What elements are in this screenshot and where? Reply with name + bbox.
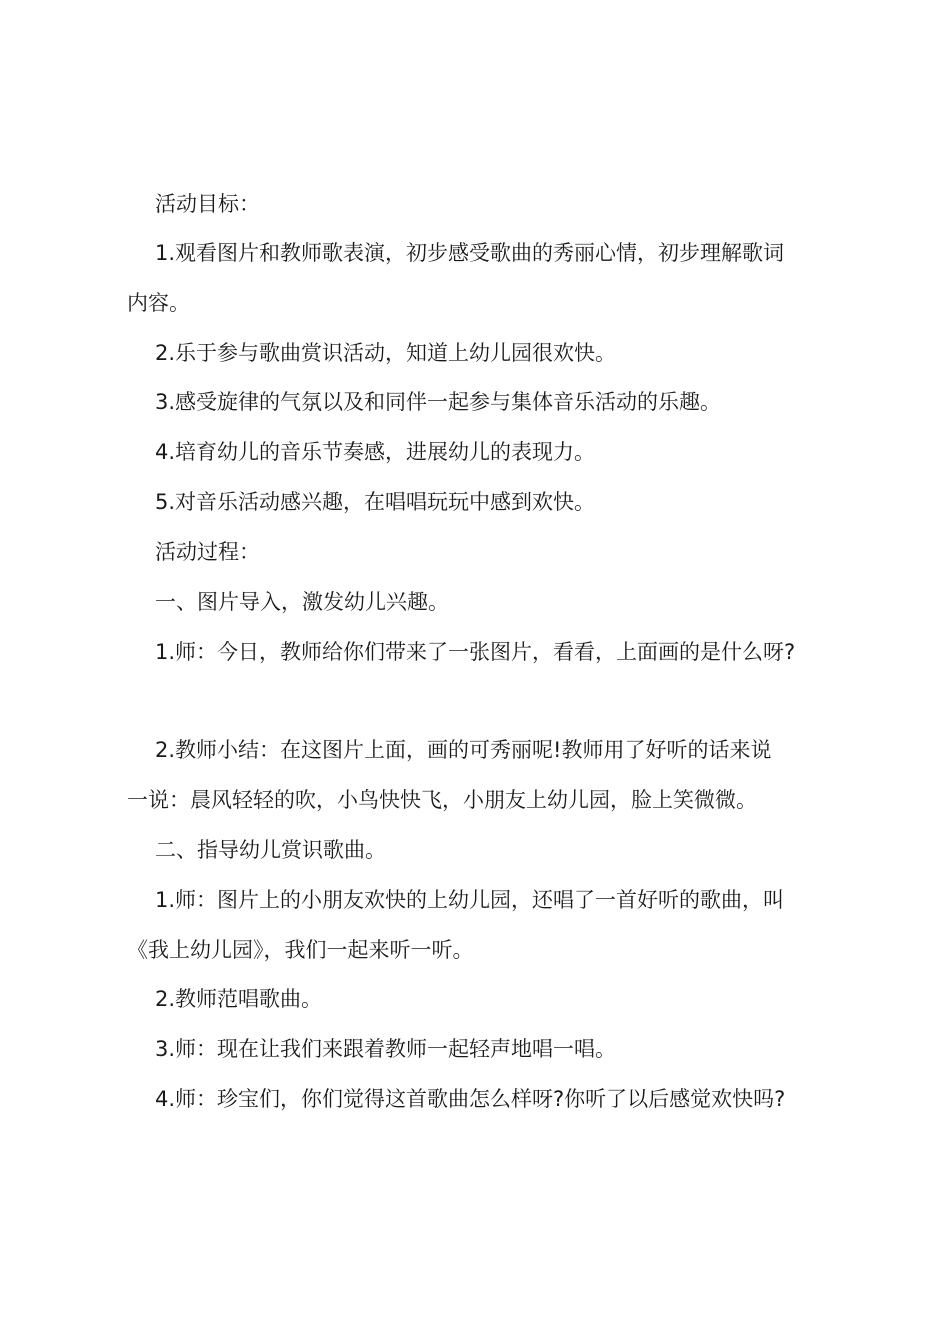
heading-activity-goals: 活动目标：	[155, 192, 260, 216]
paragraph-line: 《我上幼儿园》，我们一起来听一听。	[127, 938, 474, 962]
section-heading: 二、指导幼儿赏识歌曲。	[155, 838, 386, 862]
paragraph-line: 1.师：今日，教师给你们带来了一张图片，看看，上面画的是什么呀?	[155, 640, 796, 664]
paragraph-line: 4.培育幼儿的音乐节奏感，进展幼儿的表现力。	[155, 440, 596, 464]
paragraph-line: 4.师：珍宝们，你们觉得这首歌曲怎么样呀?你听了以后感觉欢快吗?	[155, 1087, 786, 1111]
paragraph-line: 3.感受旋律的气氛以及和同伴一起参与集体音乐活动的乐趣。	[155, 390, 722, 414]
heading-activity-process: 活动过程：	[155, 540, 260, 564]
section-heading: 一、图片导入，激发幼儿兴趣。	[155, 590, 449, 614]
paragraph-line: 2.乐于参与歌曲赏识活动，知道上幼儿园很欢快。	[155, 341, 617, 365]
paragraph-line: 1.观看图片和教师歌表演，初步感受歌曲的秀丽心情，初步理解歌词	[155, 241, 785, 265]
paragraph-line: 1.师：图片上的小朋友欢快的上幼儿园，还唱了一首好听的歌曲，叫	[155, 888, 785, 912]
paragraph-line: 一说：晨风轻轻的吹，小鸟快快飞，小朋友上幼儿园，脸上笑微微。	[127, 788, 757, 812]
paragraph-line: 内容。	[127, 291, 190, 315]
paragraph-line: 3.师：现在让我们来跟着教师一起轻声地唱一唱。	[155, 1037, 617, 1061]
paragraph-line: 2.教师小结：在这图片上面，画的可秀丽呢!教师用了好听的话来说	[155, 738, 772, 762]
paragraph-line: 5.对音乐活动感兴趣，在唱唱玩玩中感到欢快。	[155, 490, 596, 514]
paragraph-line: 2.教师范唱歌曲。	[155, 987, 323, 1011]
